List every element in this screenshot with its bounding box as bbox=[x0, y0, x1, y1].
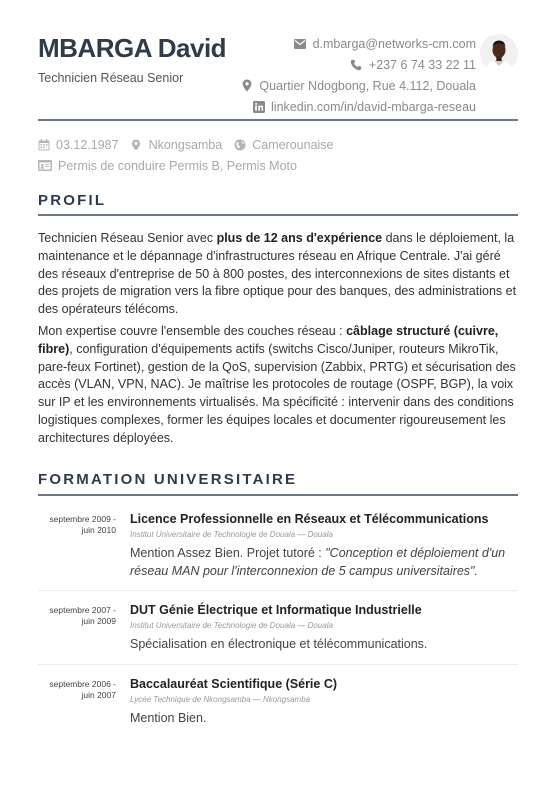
education-degree: DUT Génie Électrique et Informatique Industrielle bbox=[130, 603, 422, 617]
contact-email[interactable] bbox=[240, 33, 476, 54]
linkedin-icon bbox=[252, 100, 265, 113]
education-school: Institut Universitaire de Technologie de Douala — Douala bbox=[130, 621, 333, 630]
birthplace-item bbox=[131, 138, 223, 152]
personal-info bbox=[38, 134, 346, 176]
linkedin-text: linkedin.com/in/david-mbarga-reseau bbox=[271, 99, 476, 114]
candidate-role: Technicien Réseau Senior bbox=[38, 71, 184, 85]
education-item bbox=[38, 676, 518, 727]
cv-header bbox=[38, 0, 518, 120]
birthdate-item bbox=[38, 138, 119, 152]
profile-section-rule bbox=[38, 214, 518, 216]
profile-paragraph-1: Technicien Réseau Senior avec plus de 12 ans d'expérience dans le déploiement, la maintenance et le dépannage d'infrastructures réseau en Afrique Centrale. J'ai géré des réseaux d'entreprise de 50 à 800 postes, des interconnexions de sites distants et des projets de migration vers la fibre optique pour des banques, des administrations et des opérateurs télécoms. bbox=[38, 231, 517, 317]
globe-icon bbox=[234, 139, 246, 151]
education-description: Mention Bien. bbox=[130, 711, 207, 725]
candidate-name: MBARGA David bbox=[38, 33, 227, 63]
nationality-text: Camerounaise bbox=[252, 137, 334, 152]
education-section-rule bbox=[38, 494, 518, 496]
education-item bbox=[38, 511, 518, 580]
phone-icon bbox=[350, 58, 363, 71]
license-item bbox=[38, 159, 297, 173]
birthdate-text: 03.12.1987 bbox=[56, 137, 119, 152]
nationality-item bbox=[234, 138, 333, 152]
education-section-title: FORMATION UNIVERSITAIRE bbox=[38, 471, 298, 488]
map-pin-icon bbox=[240, 79, 253, 92]
education-date: septembre 2006 - juin 2007 bbox=[49, 679, 116, 700]
profile-section-title: PROFIL bbox=[38, 192, 107, 209]
contact-list bbox=[240, 33, 476, 117]
education-degree: Baccalauréat Scientifique (Série C) bbox=[130, 677, 338, 691]
contact-linkedin[interactable] bbox=[240, 96, 476, 117]
education-separator bbox=[38, 590, 518, 591]
education-school: Lycée Technique de Nkongsamba — Nkongsamba bbox=[130, 695, 311, 704]
education-school: Institut Universitaire de Technologie de Douala — Douala bbox=[130, 530, 333, 539]
education-item bbox=[38, 602, 518, 653]
contact-address bbox=[240, 75, 476, 96]
header-divider bbox=[38, 119, 518, 121]
profile-paragraph-2: Mon expertise couvre l'ensemble des couches réseau : câblage structuré (cuivre, fibre), configuration d'équipements actifs (switchs Cisco/Juniper, routeurs MikroTik, pare-feux Fortinet), gestion de la QoS, supervision (Zabbix, PRTG) et sécurisation des accès (VLAN, VPN, NAC). Je maîtrise les protocoles de routage (OSPF, BGP), la voix sur IP et les environnements virtualisés. Ma spécificité : intervenir dans des conditions logistiques complexes, former les équipes locales et documenter rigoureusement les architectures déployées. bbox=[38, 323, 516, 445]
birthplace-text: Nkongsamba bbox=[148, 137, 223, 152]
education-date: septembre 2007 - juin 2009 bbox=[49, 605, 116, 626]
email-text: d.mbarga@networks-cm.com bbox=[312, 36, 476, 51]
profile-photo bbox=[480, 34, 518, 72]
id-card-icon bbox=[38, 160, 52, 172]
contact-phone[interactable] bbox=[240, 54, 476, 75]
education-description: Mention Assez Bien. Projet tutoré : "Conception et déploiement d'un réseau MAN pour l'interconnexion de 5 campus universitaires". bbox=[130, 546, 506, 578]
location-icon bbox=[131, 139, 143, 151]
envelope-icon bbox=[294, 37, 307, 50]
license-text: Permis de conduire Permis B, Permis Moto bbox=[58, 158, 297, 173]
education-description: Spécialisation en électronique et télécommunications. bbox=[130, 637, 428, 651]
education-separator bbox=[38, 664, 518, 665]
education-degree: Licence Professionnelle en Réseaux et Télécommunications bbox=[130, 512, 489, 526]
education-date: septembre 2009 - juin 2010 bbox=[49, 514, 116, 535]
phone-text: +237 6 74 33 22 11 bbox=[368, 57, 476, 72]
profile-text bbox=[38, 230, 518, 452]
address-text: Quartier Ndogbong, Rue 4.112, Douala bbox=[259, 78, 476, 93]
calendar-icon bbox=[38, 139, 50, 151]
